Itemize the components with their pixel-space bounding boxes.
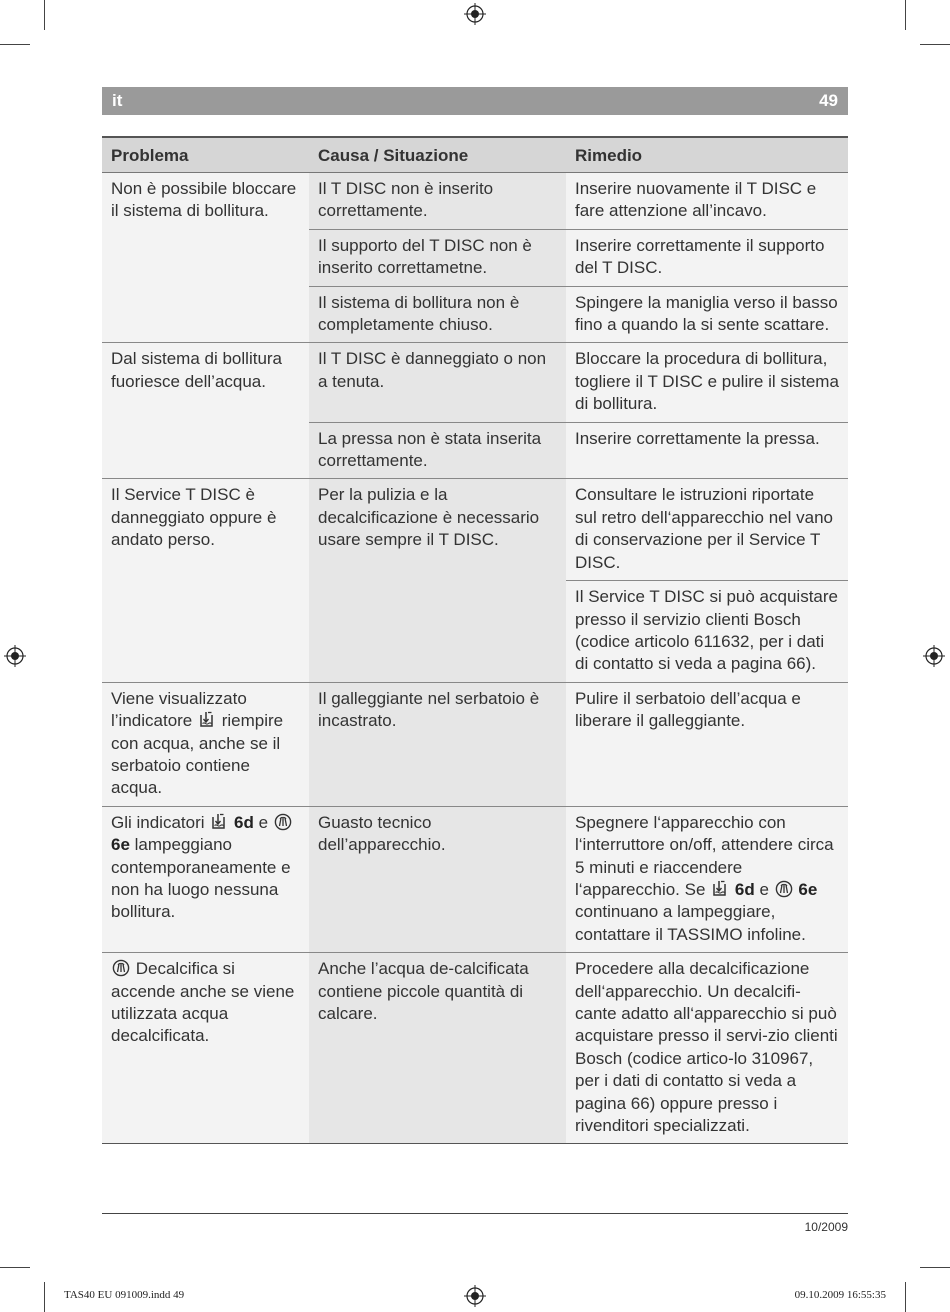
cause-cell: Il galleggiante nel serbatoio è incastrato. <box>309 682 566 806</box>
cause-cell: Il T DISC è danneggiato o non a tenuta. <box>309 343 566 422</box>
page-header-bar <box>102 87 848 115</box>
file-slug: TAS40 EU 091009.indd 49 <box>64 1289 185 1301</box>
page-number: 49 <box>819 91 838 110</box>
indicator-code: 6e <box>111 835 130 855</box>
language-code: it <box>112 91 123 110</box>
remedy-cell: Procedere alla decalcificazione dell‘apparecchio. Un decalcifi-cante adatto all‘apparecchio si può acquistare presso il servi-zio clienti Bosch (codice artico-lo 310967, per i dati di contatto si veda a pagina 66) oppure presso i rivenditori specializzati. <box>566 953 848 1144</box>
problem-text: Viene visualizzato l’indicatore <box>111 688 247 731</box>
footer-rule <box>102 1213 848 1214</box>
column-header-cause: Causa / Situazione <box>309 137 566 173</box>
print-timestamp: 09.10.2009 16:55:35 <box>794 1289 886 1301</box>
remedy-cell: Inserire correttamente il supporto del T DISC. <box>566 229 848 286</box>
remedy-text: Spegnere l‘apparecchio con l‘interruttore on/off, attendere circa 5 minuti e riaccendere l‘apparecchio. Se <box>575 812 834 899</box>
table-row <box>102 806 848 952</box>
registration-mark-icon <box>464 1285 486 1307</box>
registration-mark-icon <box>464 3 486 25</box>
remedy-cell: Bloccare la procedura di bollitura, togliere il T DISC e pulire il sistema di bollitura. <box>566 343 848 422</box>
table-row <box>102 343 848 422</box>
cause-cell: Per la pulizia e la decalcificazione è necessario usare sempre il T DISC. <box>309 479 566 682</box>
registration-mark-icon <box>4 645 26 667</box>
table-row <box>102 479 848 581</box>
water-fill-icon <box>210 813 228 831</box>
problem-cell: Il Service T DISC è danneggiato oppure è andato perso. <box>102 479 309 682</box>
table-row <box>102 173 848 230</box>
problem-text: Decalcifica si accende anche se viene utilizzata acqua decalcificata. <box>111 959 295 1046</box>
crop-mark <box>44 0 45 30</box>
problem-cell <box>102 953 309 1144</box>
table-header-row <box>102 137 848 173</box>
problem-cell: Dal sistema di bollitura fuoriesce dell’acqua. <box>102 343 309 479</box>
table-row <box>102 682 848 806</box>
cause-cell: La pressa non è stata inserita correttamente. <box>309 422 566 479</box>
problem-text: riempire con acqua, anche se il serbatoio contiene acqua. <box>111 711 284 798</box>
descale-icon <box>274 813 292 831</box>
crop-mark <box>920 44 950 45</box>
problem-cell <box>102 682 309 806</box>
cause-cell: Il supporto del T DISC non è inserito correttametne. <box>309 229 566 286</box>
column-header-problem: Problema <box>102 137 309 173</box>
remedy-cell: Il Service T DISC si può acquistare presso il servizio clienti Bosch (codice articolo 611632, per i dati di contatto si veda a pagina 66). <box>566 581 848 683</box>
water-fill-icon <box>198 711 216 729</box>
problem-text: lampeggiano contemporaneamente e non ha luogo nessuna bollitura. <box>111 835 291 922</box>
remedy-cell: Consultare le istruzioni riportate sul retro dell‘apparecchio nel vano di conservazione per il Service T DISC. <box>566 479 848 581</box>
crop-mark <box>44 1282 45 1312</box>
indicator-code: 6e <box>798 879 818 899</box>
crop-mark <box>920 1267 950 1268</box>
remedy-cell: Inserire nuovamente il T DISC e fare attenzione all’incavo. <box>566 173 848 230</box>
remedy-cell: Pulire il serbatoio dell’acqua e liberare il galleggiante. <box>566 682 848 806</box>
problem-cell: Non è possibile bloccare il sistema di bollitura. <box>102 173 309 343</box>
descale-icon <box>112 959 130 977</box>
cause-cell: Anche l’acqua de-calcificata contiene piccole quantità di calcare. <box>309 953 566 1144</box>
indicator-code: 6d <box>734 879 755 899</box>
remedy-text: e <box>759 879 769 899</box>
column-header-remedy: Rimedio <box>566 137 848 173</box>
problem-text: e <box>258 812 269 832</box>
crop-mark <box>905 1282 906 1312</box>
crop-mark <box>0 44 30 45</box>
descale-icon <box>775 880 793 898</box>
table-row <box>102 953 848 1144</box>
crop-mark <box>905 0 906 30</box>
water-fill-icon <box>711 880 729 898</box>
troubleshooting-table <box>102 136 848 1144</box>
remedy-cell: Spingere la maniglia verso il basso fino a quando la si sente scattare. <box>566 286 848 343</box>
remedy-cell <box>566 806 848 952</box>
cause-cell: Guasto tecnico dell’apparecchio. <box>309 806 566 952</box>
cause-cell: Il T DISC non è inserito correttamente. <box>309 173 566 230</box>
cause-cell: Il sistema di bollitura non è completamente chiuso. <box>309 286 566 343</box>
indicator-code: 6d <box>234 812 254 832</box>
date-code: 10/2009 <box>804 1220 848 1234</box>
crop-mark <box>0 1267 30 1268</box>
remedy-cell: Inserire correttamente la pressa. <box>566 422 848 479</box>
remedy-text: continuano a lampeggiare, contattare il TASSIMO infoline. <box>575 902 806 944</box>
problem-cell <box>102 806 309 952</box>
registration-mark-icon <box>923 645 945 667</box>
problem-text: Gli indicatori <box>111 812 205 832</box>
